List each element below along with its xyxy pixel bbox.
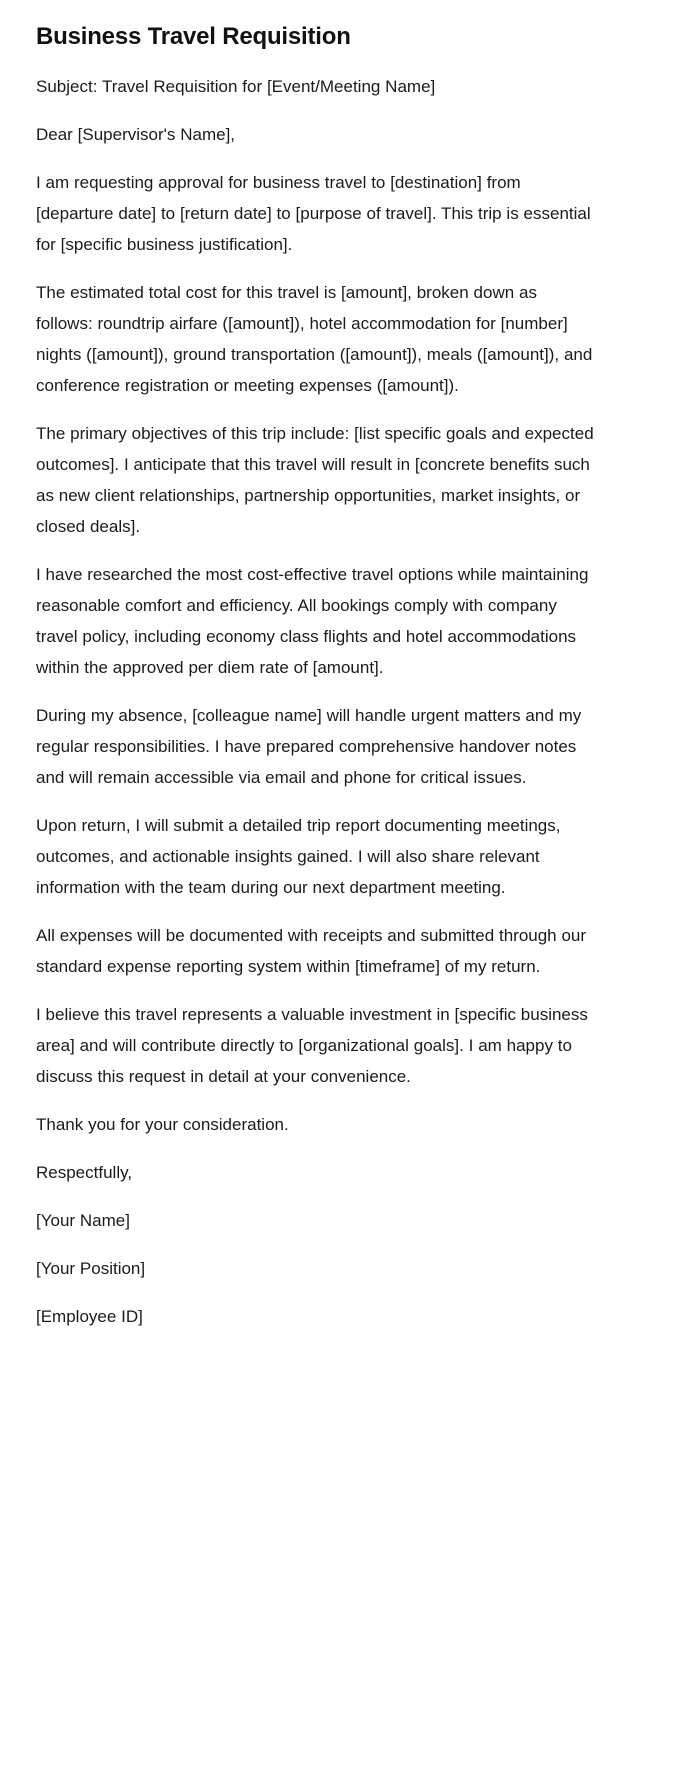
paragraph-value-statement: I believe this travel represents a valuable investment in [specific business area] and will contribute directly to [organizational goals]. I am happy to discuss this request in detail at your convenience.	[36, 1005, 588, 1086]
paragraph-cost-effectiveness: I have researched the most cost-effective travel options while maintaining reasonable comfort and efficiency. All bookings comply with company travel policy, including economy class flights and hotel accommodations within the approved per diem rate of [amount].	[36, 565, 589, 677]
paragraph-trip-report: Upon return, I will submit a detailed trip report documenting meetings, outcomes, and actionable insights gained. I will also share relevant information with the team during our next department meeting.	[36, 816, 561, 897]
page-title: Business Travel Requisition	[36, 23, 351, 50]
paragraph-cost-breakdown: The estimated total cost for this travel is [amount], broken down as follows: roundtrip airfare ([amount]), hotel accommodation for [number] nights ([amount]), ground transportation ([amount]), meals ([amount]), and conference registration or meeting expenses ([amount]).	[36, 283, 593, 395]
paragraph-objectives: The primary objectives of this trip include: [list specific goals and expected outcomes]. I anticipate that this travel will result in [concrete benefits such as new client relationships, partnership opportunities, market insights, or closed deals].	[36, 424, 594, 536]
paragraph-closing: Respectfully,	[36, 1163, 133, 1182]
paragraph-request: I am requesting approval for business travel to [destination] from [departure date] to [return date] to [purpose of travel]. This trip is essential for [specific business justification].	[36, 173, 591, 254]
signature-employee-id: [Employee ID]	[36, 1307, 143, 1326]
document-body	[36, 71, 594, 1332]
paragraph-subject: Subject: Travel Requisition for [Event/Meeting Name]	[36, 77, 436, 96]
signature-position: [Your Position]	[36, 1259, 146, 1278]
signature-name: [Your Name]	[36, 1211, 130, 1230]
paragraph-expense-reporting: All expenses will be documented with receipts and submitted through our standard expense reporting system within [timeframe] of my return.	[36, 926, 587, 976]
paragraph-salutation: Dear [Supervisor's Name],	[36, 125, 236, 144]
paragraph-thanks: Thank you for your consideration.	[36, 1115, 289, 1134]
paragraph-coverage: During my absence, [colleague name] will handle urgent matters and my regular responsibilities. I have prepared comprehensive handover notes and will remain accessible via email and phone for critical issues.	[36, 706, 582, 787]
